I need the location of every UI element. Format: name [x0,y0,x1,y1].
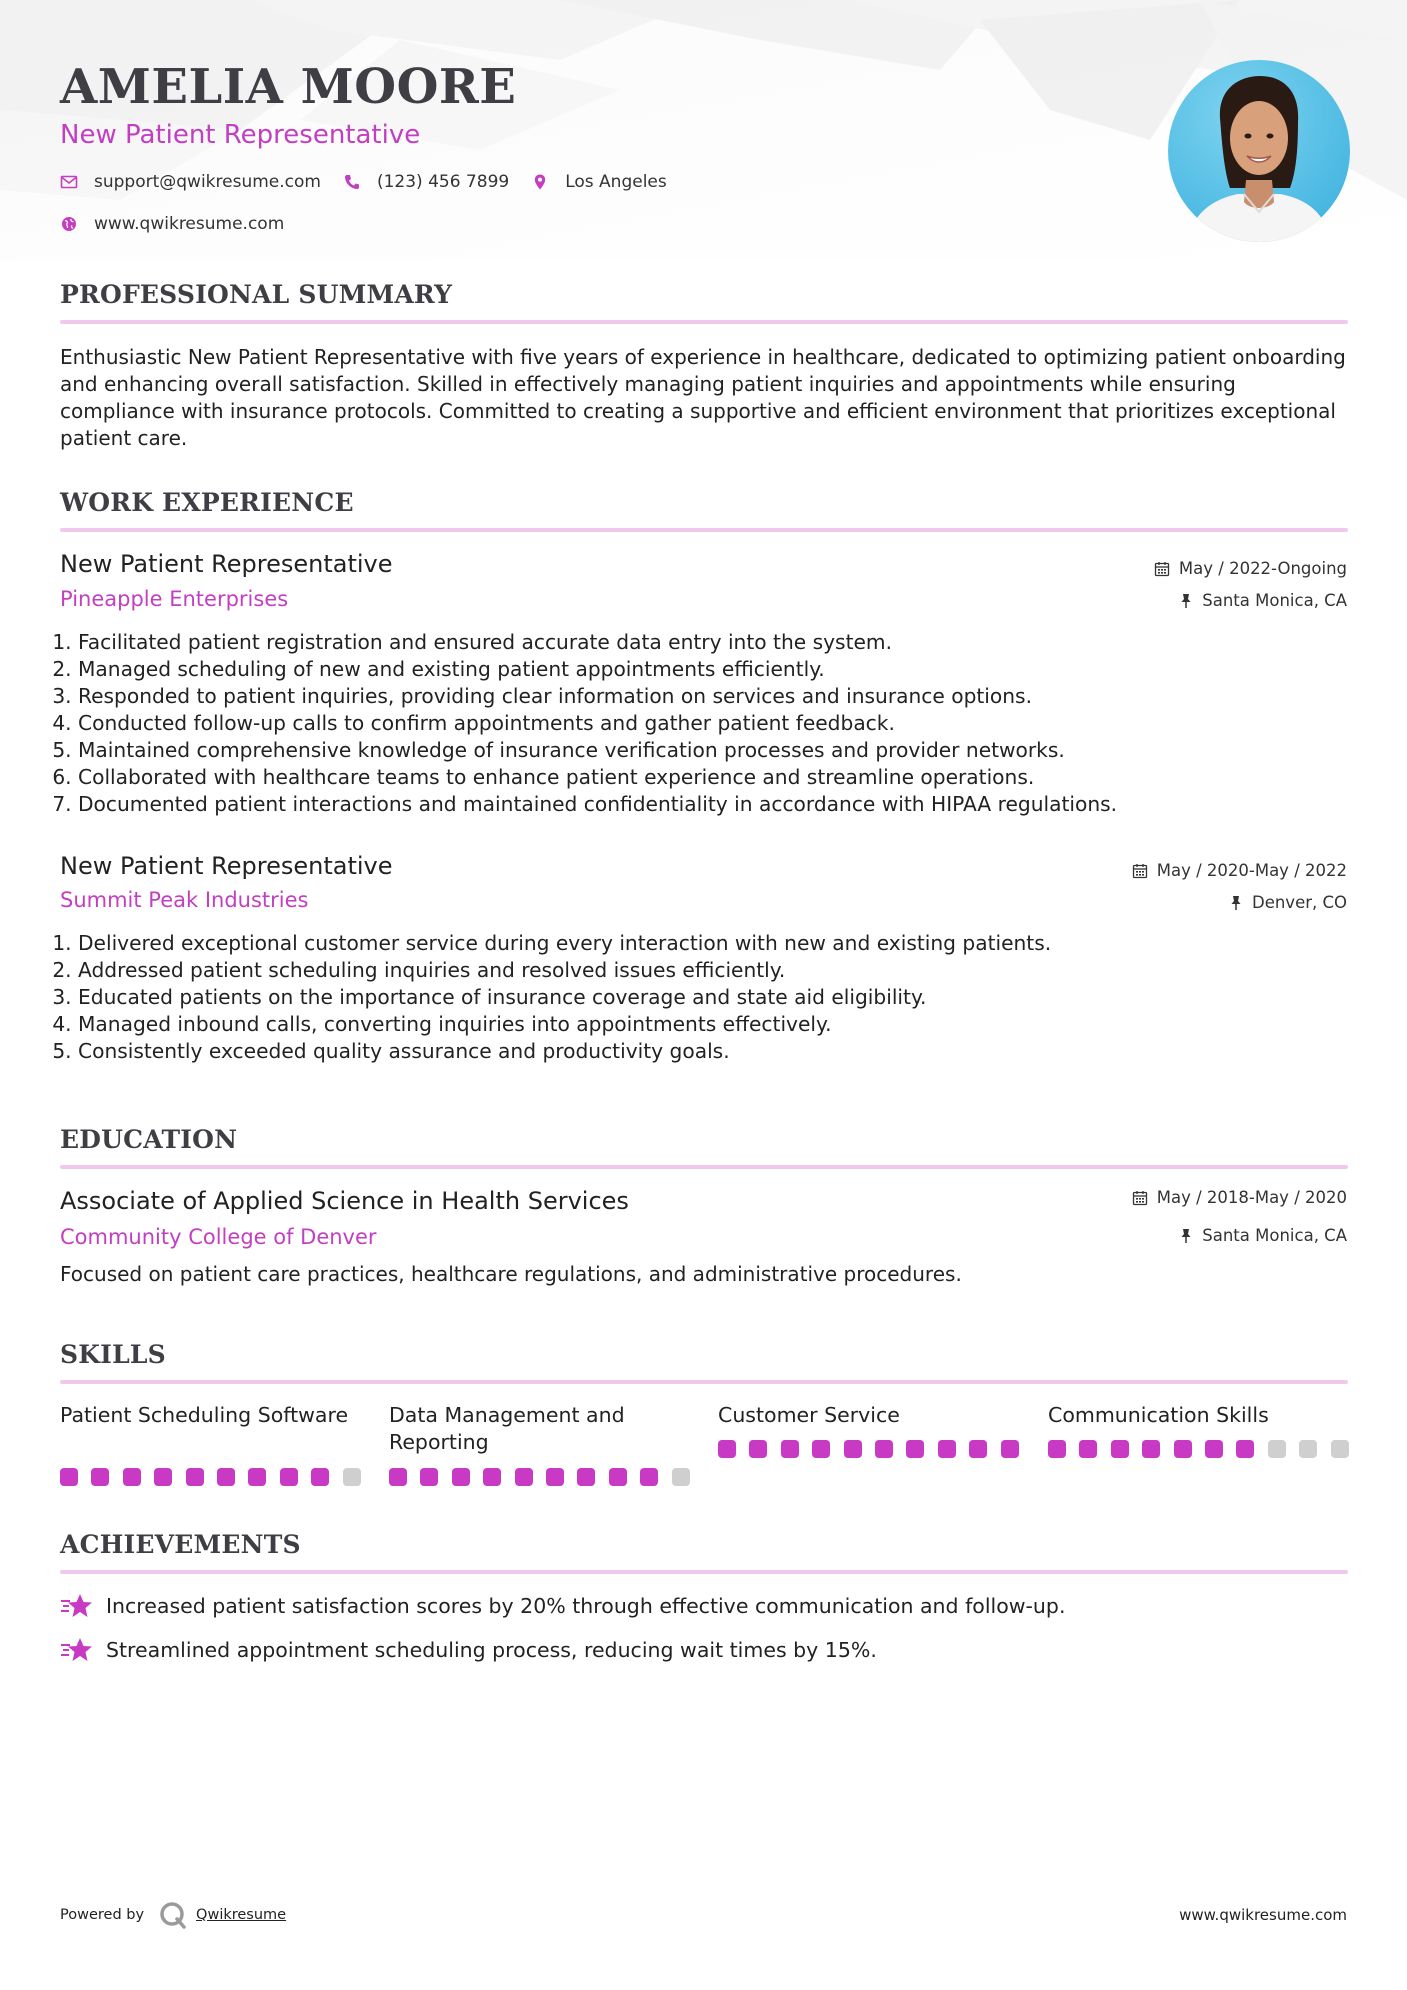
calendar-icon [1132,1190,1148,1206]
contact-location [531,172,667,192]
rating-dot-filled [546,1468,564,1486]
education-description: Focused on patient care practices, healthcare regulations, and administrative procedures. [60,1262,962,1286]
job-title: New Patient Representative [60,852,393,880]
skill-item [389,1402,689,1456]
rating-dot-filled [938,1440,956,1458]
contact-row-2 [60,214,306,234]
degree-title: Associate of Applied Science in Health Services [60,1187,629,1215]
skill-label: Communication Skills [1048,1403,1269,1427]
contact-email[interactable] [60,172,321,192]
duties-list [56,629,1318,818]
rating-dot-filled [812,1440,830,1458]
list-item: 1. Facilitated patient registration and ensured accurate data entry into the system. [78,629,1318,656]
powered-by-text: Powered by [60,1907,145,1923]
map-pin-icon [531,173,549,191]
rating-dot-filled [91,1468,109,1486]
skill-item [718,1402,1018,1456]
rating-dot-filled [217,1468,235,1486]
rating-dot-filled [640,1468,658,1486]
list-item: 3. Educated patients on the importance of insurance coverage and state aid eligibility. [78,984,1318,1011]
job-location [1179,591,1347,610]
footer-powered-by [60,1900,286,1930]
email-text: support@qwikresume.com [94,172,321,192]
rating-dot-filled [186,1468,204,1486]
contact-website[interactable] [60,214,284,234]
star-icon [60,1592,94,1620]
rating-dot-filled [749,1440,767,1458]
list-item: 1. Delivered exceptional customer service during every interaction with new and existing patients. [78,930,1318,957]
contact-phone[interactable] [343,172,509,192]
skill-item [60,1402,360,1456]
phone-text: (123) 456 7899 [376,172,510,192]
rating-dot-filled [248,1468,266,1486]
location-text: Denver, CO [1251,893,1347,912]
duties-list [56,930,1318,1065]
rating-dot-filled [311,1468,329,1486]
skill-rating [718,1440,1019,1458]
qwikresume-logo-icon [158,1900,188,1930]
list-item: 7. Documented patient interactions and maintained confidentiality in accordance with HIPAA regulations. [78,791,1318,818]
brand-link[interactable]: Qwikresume [196,1907,287,1923]
section-divider [60,1380,1348,1384]
rating-dot-filled [1174,1440,1192,1458]
calendar-icon [1154,561,1170,577]
envelope-icon [60,173,78,191]
phone-icon [343,173,361,191]
rating-dot-filled [1236,1440,1254,1458]
rating-dot-filled [280,1468,298,1486]
section-divider [60,528,1348,532]
location-text: Los Angeles [565,172,667,192]
skill-item [1048,1402,1348,1456]
rating-dot-filled [389,1468,407,1486]
job-location [1229,893,1347,912]
candidate-role: New Patient Representative [60,120,421,150]
rating-dot-filled [609,1468,627,1486]
rating-dot-filled [906,1440,924,1458]
rating-dot-filled [154,1468,172,1486]
list-item: 5. Maintained comprehensive knowledge of insurance verification processes and provider networks. [78,737,1318,764]
location-text: Santa Monica, CA [1202,1226,1347,1245]
website-text: www.qwikresume.com [94,214,285,234]
achievement-text: Increased patient satisfaction scores by 20% through effective communication and follow-up. [106,1594,1066,1618]
dates-text: May / 2018-May / 2020 [1156,1188,1347,1207]
skills-heading: SKILLS [60,1340,166,1369]
rating-dot-filled [515,1468,533,1486]
rating-dot-filled [123,1468,141,1486]
rating-dot-filled [844,1440,862,1458]
achievements-heading: ACHIEVEMENTS [60,1530,301,1559]
rating-dot-filled [1079,1440,1097,1458]
dates-text: May / 2020-May / 2022 [1156,861,1347,880]
rating-dot-empty [672,1468,690,1486]
location-text: Santa Monica, CA [1202,591,1347,610]
experience-heading: WORK EXPERIENCE [60,488,354,517]
skill-label: Data Management and Reporting [389,1403,625,1454]
summary-heading: PROFESSIONAL SUMMARY [60,280,453,309]
list-item: 4. Managed inbound calls, converting inquiries into appointments effectively. [78,1011,1318,1038]
rating-dot-filled [577,1468,595,1486]
section-divider [60,320,1348,324]
pushpin-icon [1229,895,1243,911]
globe-icon [60,215,78,233]
rating-dot-filled [452,1468,470,1486]
contact-row [60,172,689,192]
dates-text: May / 2022-Ongoing [1178,559,1347,578]
job-title: New Patient Representative [60,550,393,578]
skill-label: Patient Scheduling Software [60,1403,349,1427]
list-item: 2. Managed scheduling of new and existing patient appointments efficiently. [78,656,1318,683]
skill-rating [389,1468,690,1486]
achievement-item [60,1592,1065,1620]
skill-rating [60,1468,361,1486]
school-name: Community College of Denver [60,1225,377,1249]
calendar-icon [1132,863,1148,879]
company-name: Pineapple Enterprises [60,587,289,611]
company-name: Summit Peak Industries [60,888,309,912]
profile-photo [1168,60,1350,242]
star-icon [60,1636,94,1664]
achievement-text: Streamlined appointment scheduling process, reducing wait times by 15%. [106,1638,877,1662]
rating-dot-empty [343,1468,361,1486]
list-item: 4. Conducted follow-up calls to confirm appointments and gather patient feedback. [78,710,1318,737]
list-item: 5. Consistently exceeded quality assurance and productivity goals. [78,1038,1318,1065]
achievement-item [60,1636,877,1664]
rating-dot-filled [483,1468,501,1486]
education-heading: EDUCATION [60,1125,238,1154]
candidate-name: AMELIA MOORE [60,59,517,115]
skill-rating [1048,1440,1349,1458]
rating-dot-filled [1142,1440,1160,1458]
rating-dot-filled [1111,1440,1129,1458]
education-dates [1132,1188,1347,1207]
footer-url[interactable]: www.qwikresume.com [1179,1906,1347,1924]
education-location [1179,1226,1347,1245]
rating-dot-filled [875,1440,893,1458]
rating-dot-filled [1048,1440,1066,1458]
job-dates [1154,559,1347,578]
rating-dot-filled [781,1440,799,1458]
list-item: 2. Addressed patient scheduling inquiries and resolved issues efficiently. [78,957,1318,984]
rating-dot-filled [1205,1440,1223,1458]
summary-text: Enthusiastic New Patient Representative with five years of experience in healthcare, dedicated to optimizing patient onboarding and enhancing overall satisfaction. Skilled in effectively managing patient inquiries and appointments while ensuring compliance with insurance protocols. Committed to creating a supportive and efficient environment that prioritizes exceptional patient care. [60,345,1346,450]
pushpin-icon [1179,1228,1193,1244]
skill-label: Customer Service [718,1403,900,1427]
pushpin-icon [1179,593,1193,609]
rating-dot-filled [718,1440,736,1458]
rating-dot-empty [1331,1440,1349,1458]
list-item: 6. Collaborated with healthcare teams to enhance patient experience and streamline operations. [78,764,1318,791]
rating-dot-filled [1001,1440,1019,1458]
rating-dot-empty [1299,1440,1317,1458]
list-item: 3. Responded to patient inquiries, providing clear information on services and insurance options. [78,683,1318,710]
section-divider [60,1165,1348,1169]
rating-dot-filled [60,1468,78,1486]
rating-dot-empty [1268,1440,1286,1458]
section-divider [60,1570,1348,1574]
rating-dot-filled [420,1468,438,1486]
job-dates [1132,861,1347,880]
rating-dot-filled [969,1440,987,1458]
